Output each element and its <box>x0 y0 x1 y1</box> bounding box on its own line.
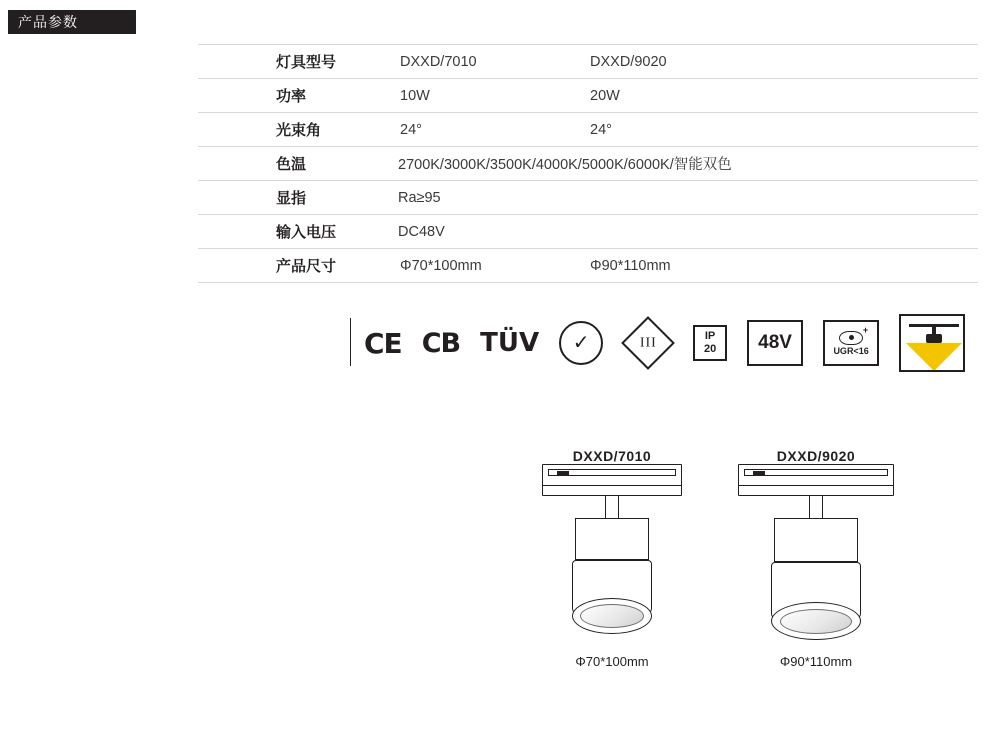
spec-label: 输入电压 <box>198 215 398 249</box>
ugr-label: UGR<16 <box>833 345 869 356</box>
ip-rating-mark-icon <box>693 325 727 361</box>
lamp-driver-body <box>575 518 649 560</box>
spec-value-cri: Ra≥95 <box>398 181 978 215</box>
table-row <box>198 215 978 249</box>
lamp-neck <box>605 496 619 518</box>
track-rail <box>738 464 894 496</box>
rail-connector <box>753 471 765 476</box>
spec-label: 光束角 <box>198 113 398 147</box>
spec-value-beamangle-1: 24° <box>398 113 590 147</box>
rcm-mark-icon <box>559 321 603 365</box>
lamp-lens <box>580 604 644 628</box>
spec-value-model-2: DXXD/9020 <box>590 45 978 79</box>
voltage-mark-icon <box>747 320 803 366</box>
spec-value-beamangle-2: 24° <box>590 113 978 147</box>
product-title: DXXD/7010 <box>572 448 652 464</box>
plus-icon: + <box>862 324 869 335</box>
product-size-caption: Φ90*110mm <box>779 654 853 669</box>
tuv-mark-icon: TÜV <box>480 328 540 358</box>
rail-edge-line <box>543 485 681 486</box>
beam-mark-icon <box>899 314 965 372</box>
spec-label: 产品尺寸 <box>198 249 398 283</box>
lamp-neck <box>809 496 823 518</box>
spec-label: 显指 <box>198 181 398 215</box>
lamp-lens <box>780 609 852 634</box>
product-illustration-1 <box>522 464 702 654</box>
spec-label: 灯具型号 <box>198 45 398 79</box>
rail-slot <box>744 469 888 476</box>
light-cone <box>906 343 962 371</box>
table-row <box>198 181 978 215</box>
table-row <box>198 147 978 181</box>
rail-connector <box>557 471 569 476</box>
table-row <box>198 113 978 147</box>
voltage-label: 48V <box>758 332 792 353</box>
spec-value-size-2: Φ90*110mm <box>590 249 978 283</box>
table-row <box>198 45 978 79</box>
ce-mark-icon: CE <box>364 326 402 360</box>
page-title: 产品参数 <box>8 10 136 34</box>
spec-value-size-1: Φ70*100mm <box>398 249 590 283</box>
product-card-2 <box>726 448 906 669</box>
spec-value-input-voltage: DC48V <box>398 215 978 249</box>
vertical-divider <box>350 318 351 366</box>
cb-mark-icon: CB <box>421 327 461 359</box>
product-size-caption: Φ70*100mm <box>575 654 649 669</box>
spec-value-cct: 2700K/3000K/3500K/4000K/5000K/6000K/智能双色 <box>398 147 978 181</box>
table-row <box>198 249 978 283</box>
track-head <box>926 334 942 343</box>
track-rail <box>542 464 682 496</box>
rail-edge-line <box>739 485 893 486</box>
product-card-1 <box>522 448 702 669</box>
product-title: DXXD/9020 <box>776 448 856 464</box>
spec-value-power-1: 10W <box>398 79 590 113</box>
ugr-mark-icon <box>823 320 879 366</box>
table-row <box>198 79 978 113</box>
spec-label: 色温 <box>198 147 398 181</box>
class-iii-label: III <box>639 335 657 350</box>
check-icon: ✓ <box>572 332 590 354</box>
spec-value-power-2: 20W <box>590 79 978 113</box>
track-stem <box>932 327 936 334</box>
class-iii-mark-icon <box>621 316 675 370</box>
ip-value: 20 <box>703 343 717 355</box>
ip-label: IP <box>704 330 716 343</box>
certification-row <box>198 298 980 388</box>
product-illustration-2 <box>726 464 906 654</box>
spec-value-model-1: DXXD/7010 <box>398 45 590 79</box>
spec-table <box>198 44 978 283</box>
eye-icon <box>839 324 869 345</box>
spec-label: 功率 <box>198 79 398 113</box>
lamp-driver-body <box>774 518 858 562</box>
